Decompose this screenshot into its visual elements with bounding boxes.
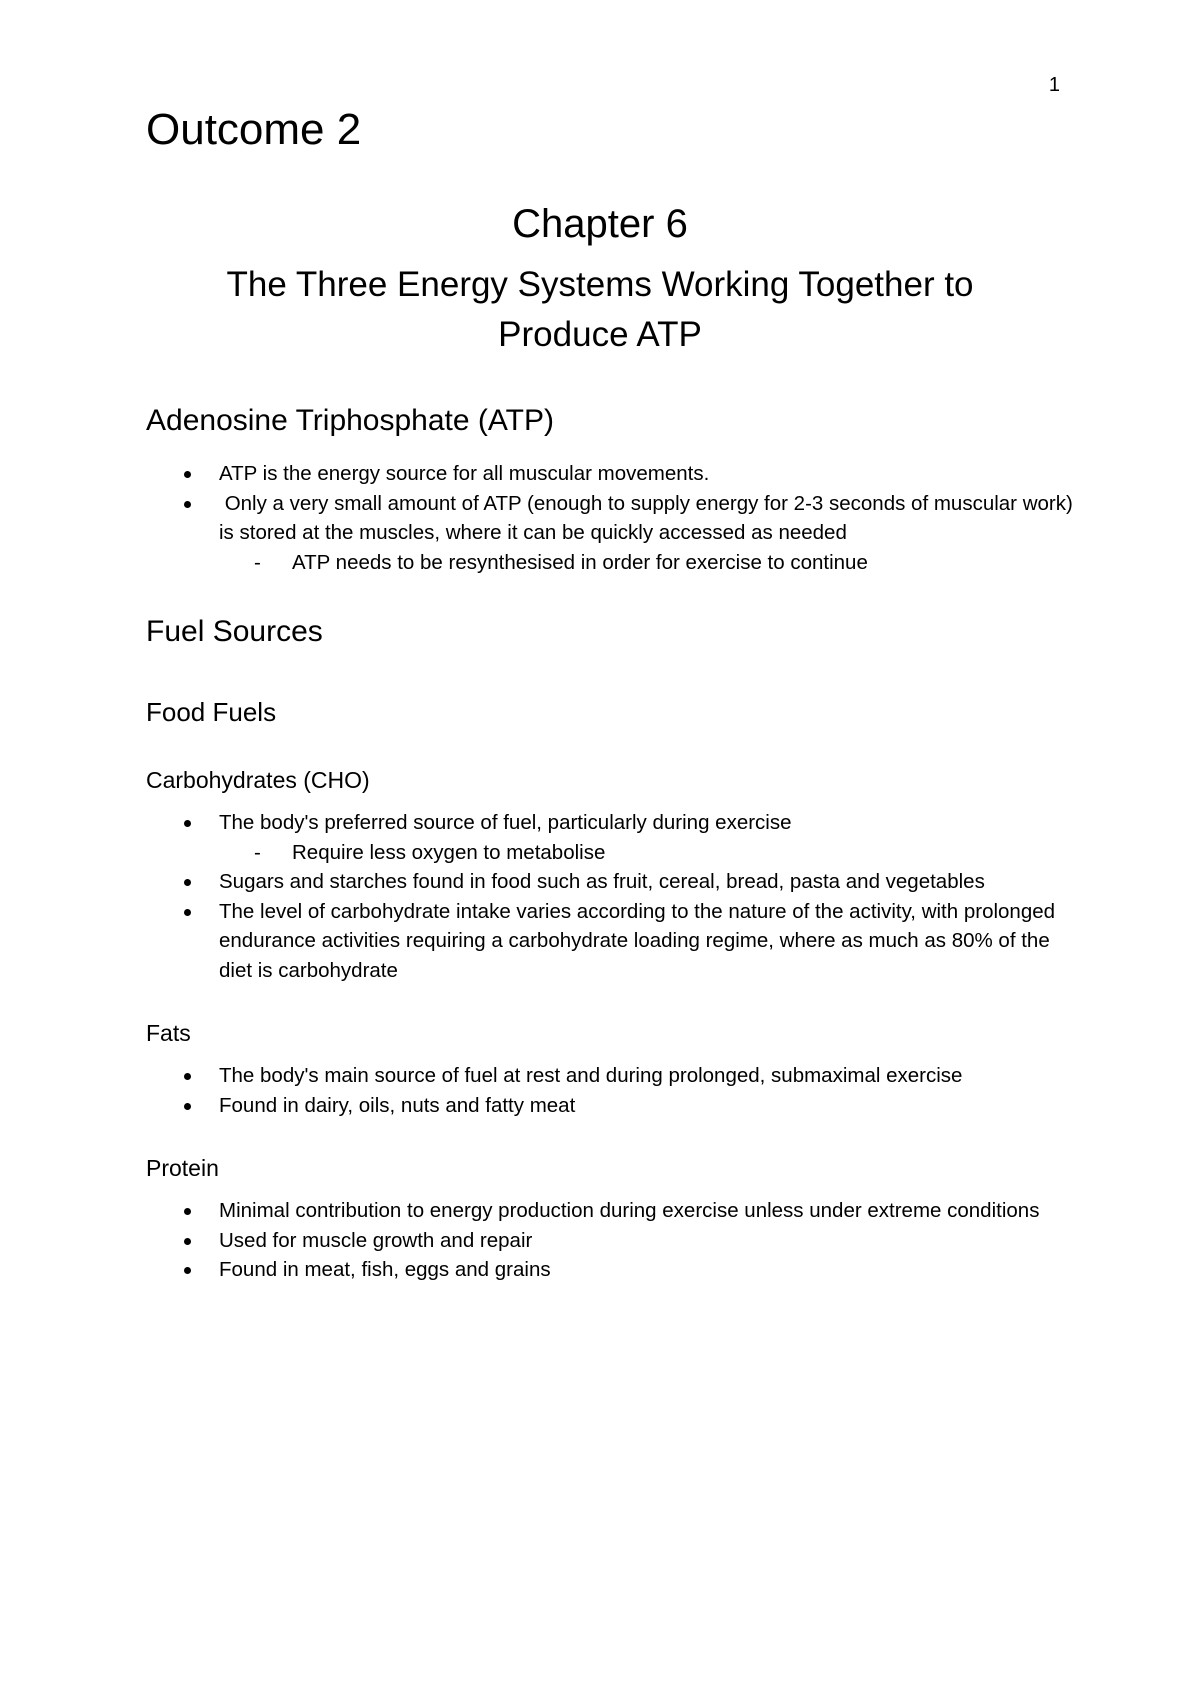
dash-bullet: - [254,550,261,574]
sub-list-item [219,838,1086,868]
list-item-text: Only a very small amount of ATP (enough to supply energy for 2-3 seconds of muscular work) is stored at the muscles, where it can be quickly accessed as needed [219,491,1079,544]
fats-bullet-list [146,1061,1086,1120]
list-item [146,1196,1086,1226]
list-item [146,489,1086,578]
list-item [146,1255,1086,1285]
bullet-dot-icon [184,471,191,478]
list-item [146,1226,1086,1256]
list-item-text: Found in dairy, oils, nuts and fatty meat [219,1093,576,1117]
bullet-dot-icon [184,879,191,886]
protein-heading: Protein [146,1155,219,1181]
list-item-text: ATP is the energy source for all muscular movements. [219,462,710,485]
list-item [146,808,1086,867]
bullet-dot-icon [184,909,191,916]
list-item-text: Minimal contribution to energy production during exercise unless under extreme conditions [219,1199,1040,1222]
fats-heading: Fats [146,1020,191,1046]
atp-heading: Adenosine Triphosphate (ATP) [146,404,555,437]
chapter-subtitle: The Three Energy Systems Working Together to Produce ATP [226,265,974,354]
list-item-text: Sugars and starches found in food such as fruit, cereal, bread, pasta and vegetables [219,870,985,893]
bullet-dot-icon [184,1267,191,1274]
bullet-dot-icon [184,1208,191,1215]
dash-bullet: - [254,840,261,864]
list-item [146,867,1086,897]
chapter-title: Chapter 6 [512,202,688,246]
list-item-text: The body's main source of fuel at rest and during prolonged, submaximal exercise [219,1064,963,1087]
bullet-dot-icon [184,501,191,508]
bullet-dot-icon [184,1073,191,1080]
list-item-text: Found in meat, fish, eggs and grains [219,1258,551,1281]
list-item [146,897,1086,986]
bullet-dot-icon [184,1238,191,1245]
atp-sub-bullet-list [219,548,1086,578]
list-item [146,1091,1086,1121]
fuel-sources-heading: Fuel Sources [146,615,323,648]
list-item-text: The body's preferred source of fuel, particularly during exercise [219,811,792,834]
protein-bullet-list [146,1196,1086,1285]
carbohydrates-sub-bullet-list [219,838,1086,868]
sub-list-item-text: ATP needs to be resynthesised in order for exercise to continue [292,550,868,574]
carbohydrates-bullet-list [146,808,1086,985]
list-item-text: The level of carbohydrate intake varies according to the nature of the activity, with prolonged endurance activities requiring a carbohydrate loading regime, where as much as 80% of the diet is carbohydrate [219,899,1056,982]
bullet-dot-icon [184,1103,191,1110]
list-item [146,459,1086,489]
sub-list-item-text: Require less oxygen to metabolise [292,840,606,864]
list-item [146,1061,1086,1091]
food-fuels-heading: Food Fuels [146,697,277,727]
list-item-text: Used for muscle growth and repair [219,1228,533,1252]
atp-bullet-list [146,459,1086,577]
outcome-title: Outcome 2 [146,105,362,154]
carbohydrates-heading: Carbohydrates (CHO) [146,767,370,793]
bullet-dot-icon [184,820,191,827]
page-number: 1 [1048,74,1060,96]
sub-list-item [219,548,1086,578]
